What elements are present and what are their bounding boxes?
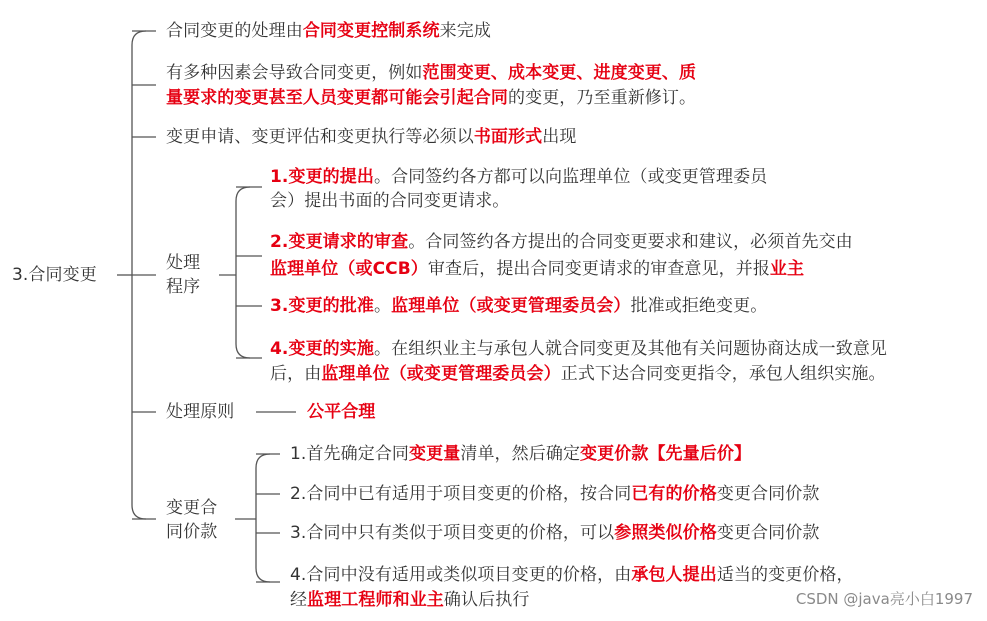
node-principle-value: 公平合理 bbox=[307, 402, 376, 422]
text-segment: 出现 bbox=[542, 127, 577, 147]
text-segment: 有多种因素会导致合同变更，例如 bbox=[166, 63, 423, 83]
text-segment: 正式下达合同变更指令，承包人组织实施。 bbox=[560, 364, 886, 384]
root-node: 3.合同变更 bbox=[12, 265, 97, 285]
highlight-segment: 合同变更控制系统 bbox=[302, 21, 440, 41]
highlight-segment: 参照类似价格 bbox=[614, 523, 717, 543]
text-segment: 审查后，提出合同变更请求的审查意见，并报 bbox=[427, 259, 770, 279]
highlight-segment: 监理单位（或变更管理委员会） bbox=[321, 364, 561, 384]
price-rule-4-line1 bbox=[290, 564, 854, 586]
highlight-segment: 已有的价格 bbox=[631, 484, 717, 504]
price-rule-2 bbox=[290, 483, 819, 505]
procedure-step-2-line2 bbox=[270, 258, 804, 280]
text-segment: 后，由 bbox=[270, 364, 322, 384]
highlight-segment: 监理单位（或CCB） bbox=[270, 259, 428, 279]
highlight-segment: 变更量 bbox=[409, 444, 461, 464]
text-segment: 来完成 bbox=[439, 21, 491, 41]
highlight-segment: 范围变更、成本变更、进度变更、质 bbox=[422, 63, 697, 83]
highlight-segment: 监理工程师和业主 bbox=[307, 590, 444, 610]
text-segment: 经 bbox=[290, 590, 308, 610]
text-segment: 适当的变更价格， bbox=[716, 565, 854, 585]
text-segment: 清单，然后确定 bbox=[460, 444, 581, 464]
highlight-segment: 书面形式 bbox=[473, 127, 543, 147]
procedure-step-2-line1 bbox=[270, 231, 853, 253]
highlight-segment: 4.变更的实施 bbox=[270, 339, 374, 359]
text-segment: 的变更，乃至重新修订。 bbox=[508, 88, 697, 108]
text-segment: 1.首先确定合同 bbox=[290, 444, 410, 464]
text-segment: 变更申请、变更评估和变更执行等必须以 bbox=[166, 127, 474, 147]
text-segment: 变更合同价款 bbox=[716, 523, 820, 543]
node-procedure-label-2: 程序 bbox=[166, 277, 201, 297]
highlight-segment: 量要求的变更甚至人员变更都可能会引起合同 bbox=[166, 88, 508, 108]
text-segment: 确认后执行 bbox=[443, 590, 530, 610]
price-bracket bbox=[256, 454, 270, 582]
procedure-step-4-line1 bbox=[270, 338, 887, 360]
node-price-label-2: 同价款 bbox=[166, 522, 218, 542]
highlight-segment: 1.变更的提出 bbox=[270, 167, 374, 187]
text-segment: 会）提出书面的合同变更请求。 bbox=[270, 191, 510, 211]
procedure-step-4-line2 bbox=[270, 363, 886, 385]
text-segment: 。在组织业主与承包人就合同变更及其他有关问题协商达成一致意见 bbox=[374, 339, 887, 359]
watermark: CSDN @java亮小白1997 bbox=[795, 590, 973, 608]
text-segment: 。 bbox=[374, 296, 392, 316]
procedure-bracket bbox=[236, 187, 250, 358]
text-segment: 2.合同中已有适用于项目变更的价格，按合同 bbox=[290, 484, 632, 504]
text-segment: 。合同签约各方都可以向监理单位（或变更管理委员 bbox=[374, 167, 768, 187]
text-segment: 批准或拒绝变更。 bbox=[630, 296, 768, 316]
highlight-segment: 3.变更的批准 bbox=[270, 296, 374, 316]
procedure-step-3 bbox=[270, 295, 767, 317]
node-principle-label: 处理原则 bbox=[166, 402, 235, 422]
node-change-factors-line1 bbox=[166, 62, 696, 84]
text-segment: 3.合同中只有类似于项目变更的价格，可以 bbox=[290, 523, 615, 543]
procedure-step-1-line2 bbox=[270, 190, 509, 212]
node-procedure-label-1: 处理 bbox=[166, 253, 201, 273]
node-control-system bbox=[166, 20, 491, 42]
highlight-segment: 监理单位（或变更管理委员会） bbox=[391, 296, 631, 316]
highlight-segment: 业主 bbox=[769, 259, 805, 279]
text-segment: 4.合同中没有适用或类似项目变更的价格，由 bbox=[290, 565, 632, 585]
text-segment: 。合同签约各方提出的合同变更要求和建议，必须首先交由 bbox=[408, 232, 853, 252]
procedure-step-1-line1 bbox=[270, 166, 767, 188]
highlight-segment: 承包人提出 bbox=[631, 565, 717, 585]
price-rule-4-line2 bbox=[290, 589, 529, 611]
node-change-factors-line2 bbox=[166, 87, 696, 109]
price-rule-1 bbox=[290, 443, 751, 465]
price-rule-3 bbox=[290, 522, 819, 544]
highlight-segment: 2.变更请求的审查 bbox=[270, 232, 409, 252]
node-price-label-1: 变更合 bbox=[166, 498, 218, 518]
node-written-form bbox=[166, 126, 576, 148]
text-segment: 变更合同价款 bbox=[716, 484, 820, 504]
highlight-segment: 变更价款【先量后价】 bbox=[580, 444, 752, 464]
text-segment: 合同变更的处理由 bbox=[166, 21, 303, 41]
